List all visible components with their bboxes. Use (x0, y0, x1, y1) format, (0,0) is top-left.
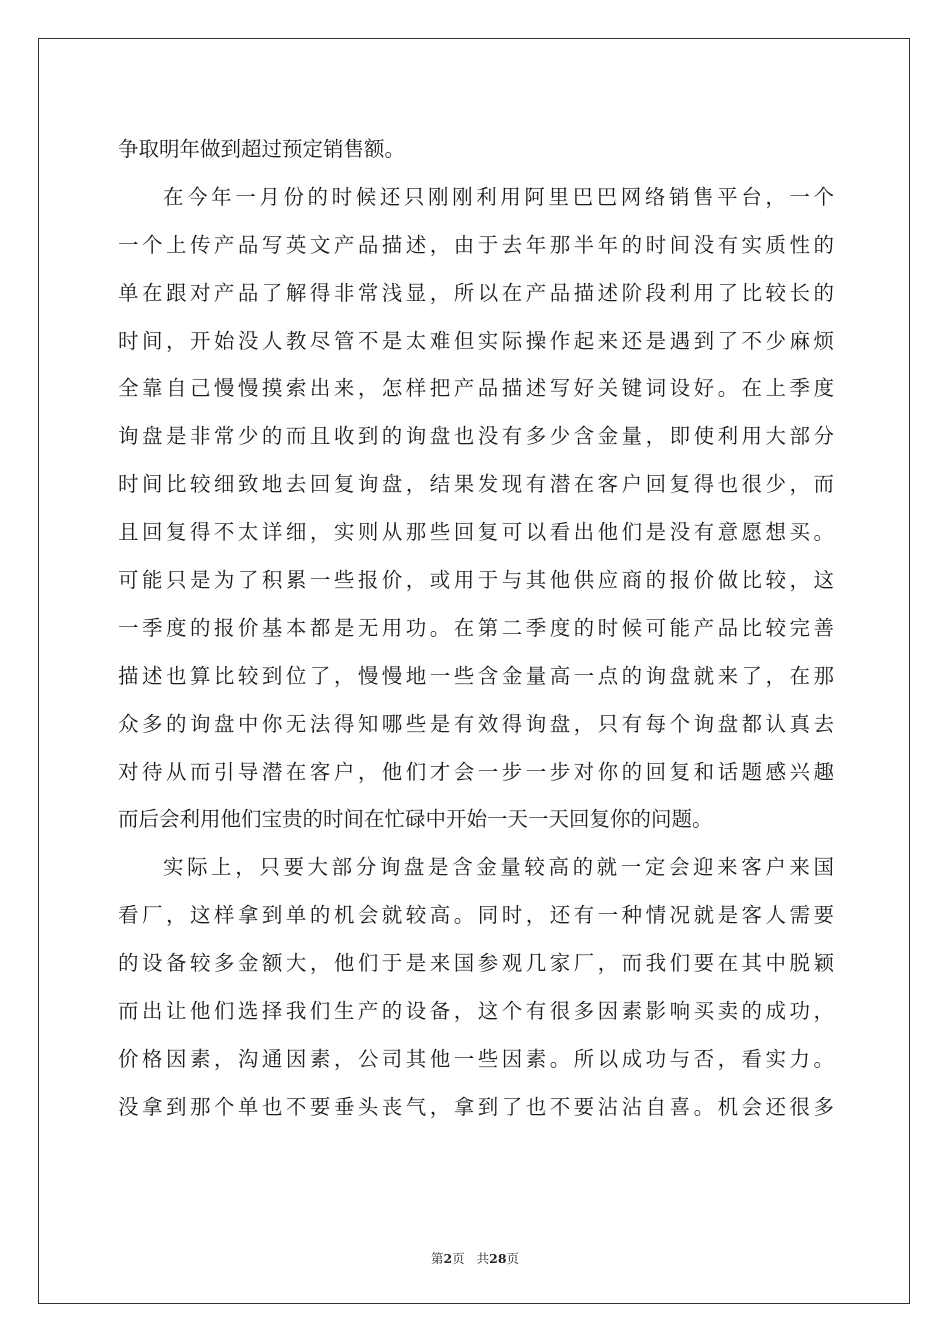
text-line: 看厂，这样拿到单的机会就较高。同时，还有一种情况就是客人需要 (118, 903, 834, 928)
text-line: 可能只是为了积累一些报价，或用于与其他供应商的报价做比较，这 (118, 568, 834, 593)
text-line: 询盘是非常少的而且收到的询盘也没有多少含金量，即使利用大部分 (118, 424, 834, 449)
text-line: 在今年一月份的时候还只刚刚利用阿里巴巴网络销售平台，一个 (163, 184, 834, 209)
page-footer (0, 1249, 950, 1267)
text-line: 单在跟对产品了解得非常浅显，所以在产品描述阶段利用了比较长的 (118, 280, 834, 305)
text-line: 争取明年做到超过预定销售额。 (118, 137, 405, 161)
text-line: 时间，开始没人教尽管不是太难但实际操作起来还是遇到了不少麻烦 (118, 328, 834, 353)
text-line: 全靠自己慢慢摸索出来，怎样把产品描述写好关键词设好。在上季度 (118, 376, 834, 401)
text-line: 描述也算比较到位了，慢慢地一些含金量高一点的询盘就来了，在那 (118, 663, 834, 688)
document-body (118, 126, 834, 1132)
text-line: 众多的询盘中你无法得知哪些是有效得询盘，只有每个询盘都认真去 (118, 711, 834, 736)
text-line: 价格因素，沟通因素，公司其他一些因素。所以成功与否，看实力。 (118, 1046, 834, 1071)
total-suffix: 页 (506, 1251, 520, 1266)
text-line: 的设备较多金额大，他们于是来国参观几家厂，而我们要在其中脱颖 (118, 951, 834, 976)
total-prefix: 共 (476, 1251, 490, 1266)
page-number: 2 (443, 1251, 453, 1266)
text-line: 而后会利用他们宝贵的时间在忙碌中开始一天一天回复你的问题。 (118, 807, 713, 832)
total-pages: 28 (489, 1251, 507, 1266)
text-line: 对待从而引导潜在客户，他们才会一步一步对你的回复和话题感兴趣 (118, 759, 834, 784)
text-line: 一季度的报价基本都是无用功。在第二季度的时候可能产品比较完善 (118, 615, 834, 640)
text-line: 且回复得不太详细，实则从那些回复可以看出他们是没有意愿想买。 (118, 520, 834, 545)
page-suffix: 页 (452, 1251, 465, 1266)
text-line: 一个上传产品写英文产品描述，由于去年那半年的时间没有实质性的 (118, 232, 834, 257)
text-line: 而出让他们选择我们生产的设备，这个有很多因素影响买卖的成功， (118, 999, 834, 1024)
text-line: 实际上，只要大部分询盘是含金量较高的就一定会迎来客户来国 (163, 855, 834, 880)
text-line: 时间比较细致地去回复询盘，结果发现有潜在客户回复得也很少，而 (118, 472, 834, 497)
page-prefix: 第 (430, 1251, 444, 1266)
text-line: 没拿到那个单也不要垂头丧气，拿到了也不要沾沾自喜。机会还很多 (118, 1094, 834, 1119)
